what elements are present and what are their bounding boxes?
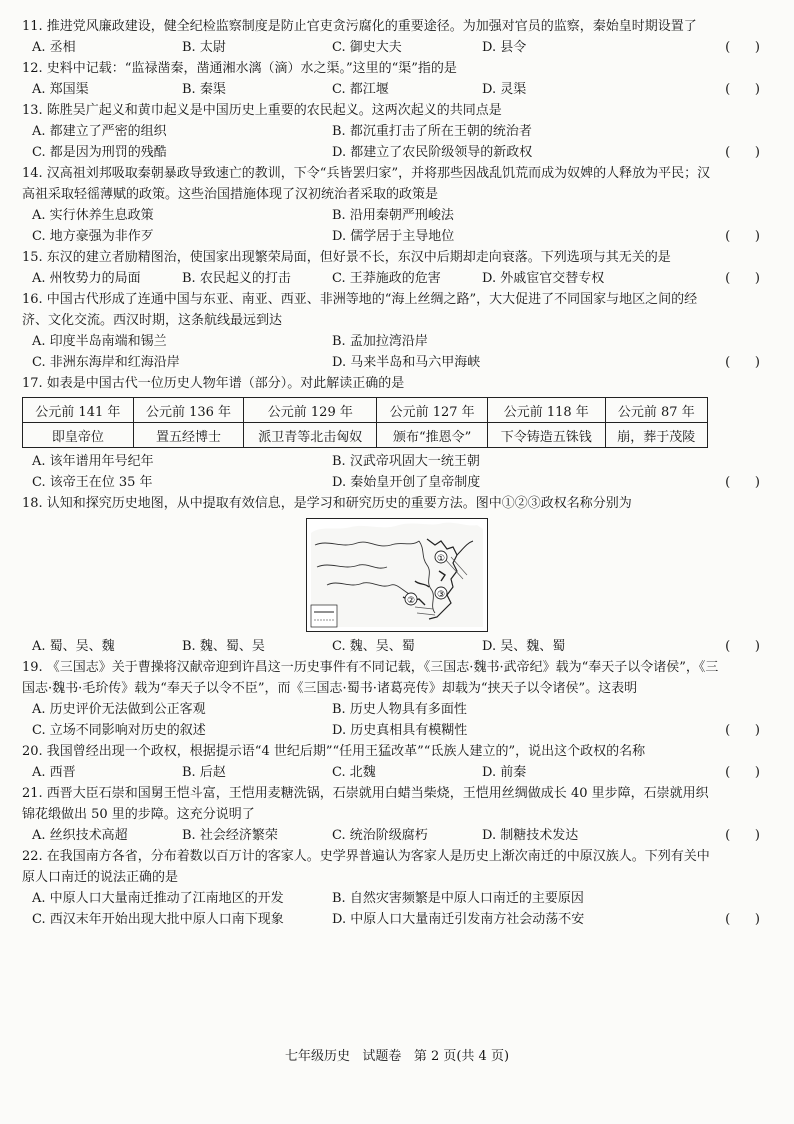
map-container bbox=[22, 518, 772, 632]
option-d[interactable]: D. 秦始皇开创了皇帝制度 bbox=[332, 475, 481, 490]
question-stem: 16. 中国古代形成了连通中国与东亚、南亚、西亚、非洲等地的“海上丝绸之路”，大大促进了不同国家与地区之间的经济、文化交流。西汉时期，这条航线最远到达 ( ) bbox=[22, 289, 772, 331]
option-c[interactable]: C. 都江堰 bbox=[332, 82, 389, 97]
page-footer bbox=[0, 1045, 794, 1064]
option-b[interactable]: B. 后赵 bbox=[182, 765, 226, 780]
map-marker-2: ② bbox=[406, 596, 416, 606]
option-b[interactable]: B. 社会经济繁荣 bbox=[182, 828, 278, 843]
option-b[interactable]: B. 都沉重打击了所在王朝的统治者 bbox=[332, 124, 532, 139]
answer-paren: ( ) bbox=[725, 355, 760, 370]
option-d[interactable]: D. 外戚宦官交替专权 bbox=[482, 271, 605, 286]
option-c[interactable]: C. 王莽施政的危害 bbox=[332, 271, 441, 286]
timeline-event: 下令铸造五铢钱 bbox=[487, 423, 605, 448]
option-c[interactable]: C. 统治阶级腐朽 bbox=[332, 828, 428, 843]
timeline-event: 派卫青等北击匈奴 bbox=[244, 423, 377, 448]
option-d[interactable]: D. 马来半岛和马六甲海峡 bbox=[332, 355, 481, 370]
option-a[interactable]: A. 蜀、吴、魏 bbox=[32, 639, 115, 654]
option-c[interactable]: C. 立场不同影响对历史的叙述 bbox=[32, 723, 206, 738]
answer-paren: ( ) bbox=[725, 828, 760, 843]
question-stem: 20. 我国曾经出现一个政权，根据提示语“4 世纪后期”“任用王猛改革”“氐族人建立的”，说出这个政权的名称 ( ) bbox=[22, 741, 772, 762]
question-stem: 14. 汉高祖刘邦吸取秦朝暴政导致速亡的教训，下令“兵皆罢归家”，并将那些因战乱饥荒而成为奴婢的人释放为平民；汉高祖采取轻徭薄赋的政策。这些治国措施体现了汉初统治者采取的政策是 ( ) bbox=[22, 163, 772, 205]
option-b[interactable]: B. 秦渠 bbox=[182, 82, 226, 97]
option-d[interactable]: D. 吴、魏、蜀 bbox=[482, 639, 566, 654]
timeline-year: 公元前 141 年 bbox=[23, 398, 134, 423]
option-d[interactable]: D. 制糖技术发达 bbox=[482, 828, 579, 843]
option-a[interactable]: A. 西晋 bbox=[32, 765, 76, 780]
timeline-event: 即皇帝位 bbox=[23, 423, 134, 448]
option-c[interactable]: C. 北魏 bbox=[332, 765, 376, 780]
timeline-event: 置五经博士 bbox=[133, 423, 244, 448]
option-a[interactable]: A. 丞相 bbox=[32, 40, 76, 55]
question-15 bbox=[22, 247, 772, 289]
option-c[interactable]: C. 西汉末年开始出现大批中原人口南下现象 bbox=[32, 912, 284, 927]
option-c[interactable]: C. 非洲东海岸和红海沿岸 bbox=[32, 355, 180, 370]
question-16 bbox=[22, 289, 772, 373]
option-d[interactable]: D. 历史真相具有模糊性 bbox=[332, 723, 468, 738]
timeline-table bbox=[22, 397, 708, 448]
option-a[interactable]: A. 历史评价无法做到公正客观 bbox=[32, 702, 206, 717]
timeline-event: 颁布“推恩令” bbox=[377, 423, 488, 448]
options-row bbox=[22, 79, 772, 100]
answer-paren: ( ) bbox=[725, 271, 760, 286]
option-a[interactable]: A. 郑国渠 bbox=[32, 82, 89, 97]
answer-paren: ( ) bbox=[725, 229, 760, 244]
question-stem: 18. 认知和探究历史地图，从中提取有效信息，是学习和研究历史的重要方法。图中①②③政权名称分别为 ( ) bbox=[22, 493, 772, 514]
map-marker-1: ① bbox=[436, 554, 446, 564]
question-14 bbox=[22, 163, 772, 247]
option-b[interactable]: B. 孟加拉湾沿岸 bbox=[332, 334, 428, 349]
option-a[interactable]: A. 实行休养生息政策 bbox=[32, 208, 154, 223]
question-21 bbox=[22, 783, 772, 846]
option-d[interactable]: D. 都建立了农民阶级领导的新政权 bbox=[332, 145, 533, 160]
map-marker-3: ③ bbox=[436, 590, 446, 600]
options-row bbox=[22, 37, 772, 58]
option-c[interactable]: C. 地方豪强为非作歹 bbox=[32, 229, 154, 244]
option-b[interactable]: B. 农民起义的打击 bbox=[182, 271, 291, 286]
answer-paren: ( ) bbox=[725, 639, 760, 654]
option-b[interactable]: B. 自然灾害频繁是中原人口南迁的主要原因 bbox=[332, 891, 584, 906]
timeline-event: 崩，葬于茂陵 bbox=[605, 423, 707, 448]
option-d[interactable]: D. 县令 bbox=[482, 40, 527, 55]
footer-paper: 试题卷 bbox=[362, 1049, 402, 1064]
question-stem: 19. 《三国志》关于曹操将汉献帝迎到许昌这一历史事件有不同记载，《三国志·魏书·武帝纪》载为“奉天子以令诸侯”，《三国志·魏书·毛玠传》载为“奉天子以令不臣”，而《三国志·蜀书·诸葛亮传》却载为“挟天子以令诸侯”。这表明 ( ) bbox=[22, 657, 772, 699]
answer-paren: ( ) bbox=[725, 475, 760, 490]
timeline-year: 公元前 136 年 bbox=[133, 398, 244, 423]
answer-paren: ( ) bbox=[725, 723, 760, 738]
question-stem: 12. 史料中记载：“监禄凿秦，凿通湘水漓（滴）水之渠。”这里的“渠”指的是 ( ) bbox=[22, 58, 772, 79]
option-d[interactable]: D. 前秦 bbox=[482, 765, 527, 780]
option-c[interactable]: C. 该帝王在位 35 年 bbox=[32, 475, 153, 490]
option-b[interactable]: B. 沿用秦朝严刑峻法 bbox=[332, 208, 454, 223]
options-grid bbox=[22, 699, 772, 741]
question-11 bbox=[22, 16, 772, 58]
option-b[interactable]: B. 魏、蜀、吴 bbox=[182, 639, 265, 654]
timeline-year: 公元前 129 年 bbox=[244, 398, 377, 423]
option-c[interactable]: C. 都是因为刑罚的残酷 bbox=[32, 145, 167, 160]
timeline-year: 公元前 127 年 bbox=[377, 398, 488, 423]
options-grid bbox=[22, 331, 772, 373]
question-stem: 22. 在我国南方各省，分布着数以百万计的客家人。史学界普遍认为客家人是历史上渐次南迁的中原汉族人。下列有关中原人口南迁的说法正确的是 ( ) bbox=[22, 846, 772, 888]
question-19 bbox=[22, 657, 772, 741]
option-a[interactable]: A. 中原人口大量南迁推动了江南地区的开发 bbox=[32, 891, 284, 906]
answer-paren: ( ) bbox=[725, 765, 760, 780]
option-a[interactable]: A. 丝织技术高超 bbox=[32, 828, 128, 843]
option-b[interactable]: B. 太尉 bbox=[182, 40, 226, 55]
answer-paren: ( ) bbox=[725, 912, 760, 927]
question-stem: 13. 陈胜吴广起义和黄巾起义是中国历史上重要的农民起义。这两次起义的共同点是 ( ) bbox=[22, 100, 772, 121]
options-row bbox=[22, 762, 772, 783]
question-18 bbox=[22, 493, 772, 657]
question-stem: 15. 东汉的建立者励精图治，使国家出现繁荣局面，但好景不长，东汉中后期却走向衰落。下列选项与其无关的是 ( ) bbox=[22, 247, 772, 268]
options-grid bbox=[22, 888, 772, 930]
answer-paren: ( ) bbox=[725, 82, 760, 97]
options-row bbox=[22, 636, 772, 657]
option-a[interactable]: A. 州牧势力的局面 bbox=[32, 271, 141, 286]
footer-page-number: 第 2 页(共 4 页) bbox=[413, 1049, 510, 1064]
timeline-events-row bbox=[23, 423, 708, 448]
options-grid bbox=[22, 121, 772, 163]
timeline-year: 公元前 118 年 bbox=[487, 398, 605, 423]
answer-paren: ( ) bbox=[725, 145, 760, 160]
option-c[interactable]: C. 魏、吴、蜀 bbox=[332, 639, 415, 654]
question-22 bbox=[22, 846, 772, 930]
question-13 bbox=[22, 100, 772, 163]
timeline-years-row bbox=[23, 398, 708, 423]
question-17 bbox=[22, 373, 772, 493]
question-stem: 21. 西晋大臣石崇和国舅王恺斗富，王恺用麦糖洗锅，石崇就用白蜡当柴烧，王恺用丝绸做成长 40 里步障，石崇就用织锦花缎做出 50 里的步障。这充分说明了 ( ) bbox=[22, 783, 772, 825]
options-grid bbox=[22, 451, 772, 493]
option-a[interactable]: A. 都建立了严密的组织 bbox=[32, 124, 167, 139]
option-b[interactable]: B. 历史人物具有多面性 bbox=[332, 702, 467, 717]
options-grid bbox=[22, 205, 772, 247]
option-d[interactable]: D. 儒学居于主导地位 bbox=[332, 229, 455, 244]
question-stem: 17. 如表是中国古代一位历史人物年谱（部分）。对此解读正确的是 ( ) bbox=[22, 373, 772, 394]
footer-subject: 七年级历史 bbox=[284, 1049, 350, 1064]
option-c[interactable]: C. 御史大夫 bbox=[332, 40, 402, 55]
option-a[interactable]: A. 印度半岛南端和锡兰 bbox=[32, 334, 167, 349]
option-d[interactable]: D. 中原人口大量南迁引发南方社会动荡不安 bbox=[332, 912, 585, 927]
timeline-year: 公元前 87 年 bbox=[605, 398, 707, 423]
option-a[interactable]: A. 该年谱用年号纪年 bbox=[32, 454, 154, 469]
option-b[interactable]: B. 汉武帝巩固大一统王朝 bbox=[332, 454, 480, 469]
three-kingdoms-map bbox=[306, 518, 488, 632]
question-20 bbox=[22, 741, 772, 783]
question-12 bbox=[22, 58, 772, 100]
options-row bbox=[22, 268, 772, 289]
option-d[interactable]: D. 灵渠 bbox=[482, 82, 527, 97]
options-row bbox=[22, 825, 772, 846]
answer-paren: ( ) bbox=[725, 40, 760, 55]
question-stem: 11. 推进党风廉政建设，健全纪检监察制度是防止官吏贪污腐化的重要途径。为加强对官员的监察，秦始皇时期设置了 ( ) bbox=[22, 16, 772, 37]
